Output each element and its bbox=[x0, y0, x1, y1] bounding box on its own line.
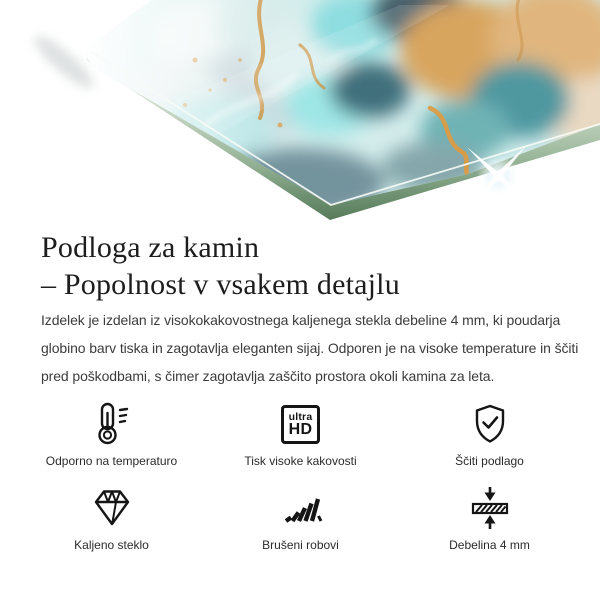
feature-print-quality bbox=[206, 400, 395, 469]
feature-label: Tisk visoke kakovosti bbox=[244, 454, 357, 468]
ultra-hd-icon-text-bottom: HD bbox=[288, 420, 313, 438]
feature-label: Ščiti podlago bbox=[455, 454, 524, 468]
feature-label: Odporno na temperaturo bbox=[45, 454, 178, 468]
feature-label: Kaljeno steklo bbox=[74, 538, 149, 552]
feature-grid bbox=[17, 400, 584, 553]
feature-thickness bbox=[395, 484, 584, 553]
panel-shadow bbox=[29, 30, 99, 95]
feature-protects-base bbox=[395, 400, 584, 469]
product-image bbox=[0, 0, 600, 232]
page-title-line1: Podloga za kamin bbox=[41, 231, 260, 264]
feature-label: Debelina 4 mm bbox=[449, 538, 530, 552]
diamond-icon bbox=[90, 484, 134, 532]
ultra-hd-icon bbox=[281, 400, 320, 448]
feature-temperature bbox=[17, 400, 206, 469]
ultra-hd-icon-text-top: ultra bbox=[288, 410, 313, 423]
page-title bbox=[41, 229, 400, 303]
feature-tempered-glass bbox=[17, 484, 206, 553]
thermometer-icon bbox=[90, 400, 134, 448]
shield-check-icon bbox=[468, 400, 512, 448]
thickness-4mm-icon bbox=[468, 484, 512, 532]
page-title-line2: – Popolnost v vsakem detajlu bbox=[41, 268, 400, 301]
polished-edges-icon bbox=[277, 484, 325, 532]
product-description: Izdelek je izdelan iz visokokakovostnega kaljenega stekla debeline 4 mm, ki poudarja globino barv tiska in zagotavlja eleganten sijaj. Odporen je na visoke temperature in ščiti pred poškodbami, s čimer zagotavlja zaščito prostora okoli kamina za leta. bbox=[41, 312, 579, 384]
feature-label: Brušeni robovi bbox=[262, 538, 339, 552]
feature-polished-edges bbox=[206, 484, 395, 553]
